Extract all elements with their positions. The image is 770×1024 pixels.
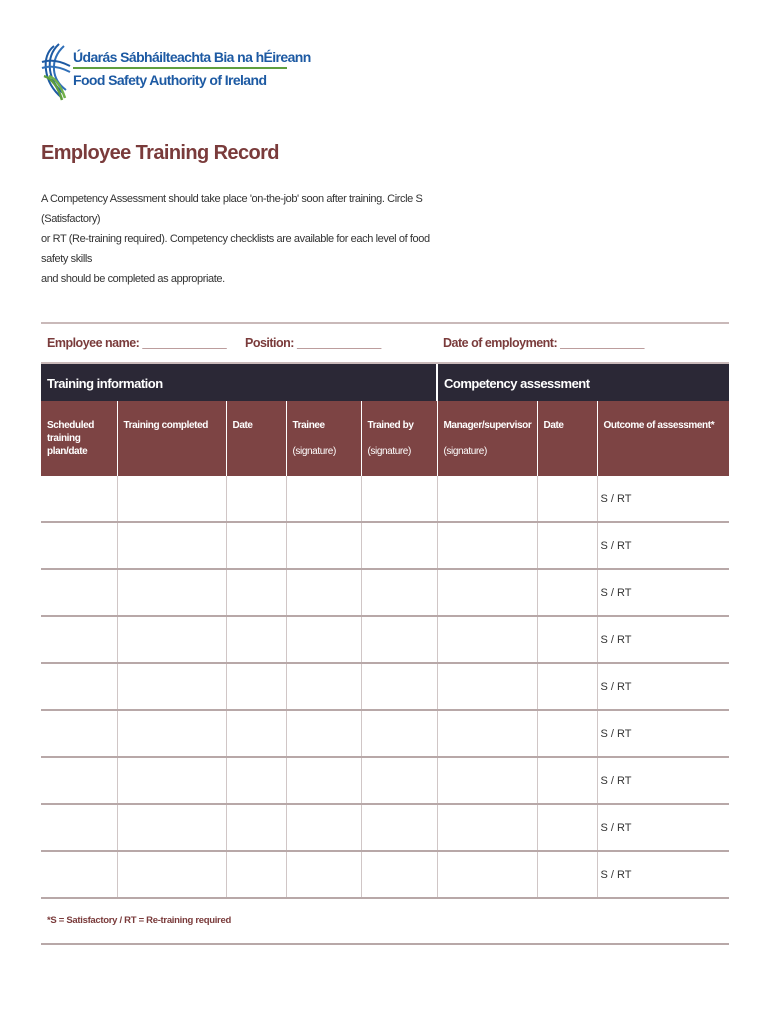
col-assessment-date <box>537 401 597 476</box>
blank-entry-cell[interactable] <box>226 616 286 663</box>
blank-entry-cell[interactable] <box>537 569 597 616</box>
blank-entry-cell[interactable] <box>41 569 117 616</box>
col-scheduled-training <box>41 401 117 476</box>
table-row <box>41 804 729 851</box>
blank-entry-cell[interactable] <box>286 616 361 663</box>
outcome-cell[interactable]: S / RT <box>597 522 729 569</box>
blank-entry-cell[interactable] <box>286 569 361 616</box>
blank-entry-cell[interactable] <box>41 851 117 898</box>
blank-entry-cell[interactable] <box>437 616 537 663</box>
table-row <box>41 663 729 710</box>
blank-entry-cell[interactable] <box>537 476 597 522</box>
column-label: Manager/supervisor <box>443 420 532 431</box>
training-table <box>41 401 729 899</box>
employee-details-bar <box>41 322 729 364</box>
blank-entry-cell[interactable] <box>117 522 226 569</box>
blank-entry-cell[interactable] <box>226 569 286 616</box>
blank-entry-cell[interactable] <box>286 757 361 804</box>
column-label: Trainee <box>292 420 325 431</box>
blank-entry-cell[interactable] <box>361 616 437 663</box>
outcome-cell[interactable]: S / RT <box>597 476 729 522</box>
blank-entry-cell[interactable] <box>117 663 226 710</box>
blank-entry-cell[interactable] <box>361 804 437 851</box>
outcome-cell[interactable]: S / RT <box>597 804 729 851</box>
blank-entry-cell[interactable] <box>226 851 286 898</box>
col-trainee <box>286 401 361 476</box>
blank-entry-cell[interactable] <box>117 757 226 804</box>
section-divider <box>436 364 438 401</box>
blank-entry-cell[interactable] <box>537 616 597 663</box>
column-label: Training completed <box>123 420 208 431</box>
training-information-heading: Training information <box>47 376 163 391</box>
table-row <box>41 476 729 522</box>
employee-name-field[interactable]: Employee name: _____________ <box>47 336 227 350</box>
blank-entry-cell[interactable] <box>361 522 437 569</box>
blank-entry-cell[interactable] <box>41 522 117 569</box>
column-sublabel: (signature) <box>292 446 336 457</box>
blank-entry-cell[interactable] <box>226 757 286 804</box>
intro-line: or RT (Re-training required). Competency checklists are available for each level of food safety skills <box>41 233 430 265</box>
fsai-logo-mark-icon <box>40 40 74 102</box>
intro-paragraph <box>41 189 441 289</box>
col-training-completed <box>117 401 226 476</box>
blank-entry-cell[interactable] <box>286 663 361 710</box>
table-row <box>41 851 729 898</box>
intro-line: A Competency Assessment should take place 'on-the-job' soon after training. Circle S (Satisfactory) <box>41 193 423 225</box>
table-row <box>41 522 729 569</box>
blank-entry-cell[interactable] <box>361 757 437 804</box>
blank-entry-cell[interactable] <box>537 710 597 757</box>
blank-entry-cell[interactable] <box>361 851 437 898</box>
intro-line: and should be completed as appropriate. <box>41 273 225 285</box>
blank-entry-cell[interactable] <box>226 476 286 522</box>
blank-entry-cell[interactable] <box>286 710 361 757</box>
blank-entry-cell[interactable] <box>117 616 226 663</box>
blank-entry-cell[interactable] <box>286 804 361 851</box>
blank-entry-cell[interactable] <box>437 476 537 522</box>
blank-entry-cell[interactable] <box>226 522 286 569</box>
blank-entry-cell[interactable] <box>537 757 597 804</box>
column-label: Trained by <box>367 420 414 431</box>
col-date <box>226 401 286 476</box>
blank-entry-cell[interactable] <box>537 804 597 851</box>
table-row <box>41 710 729 757</box>
outcome-cell[interactable]: S / RT <box>597 757 729 804</box>
blank-entry-cell[interactable] <box>117 476 226 522</box>
blank-entry-cell[interactable] <box>117 710 226 757</box>
column-header-row <box>41 401 729 476</box>
blank-entry-cell[interactable] <box>286 851 361 898</box>
section-header-bar <box>41 364 729 401</box>
blank-entry-cell[interactable] <box>537 663 597 710</box>
table-body <box>41 476 729 898</box>
position-field[interactable]: Position: _____________ <box>245 336 381 350</box>
col-outcome <box>597 401 729 476</box>
blank-entry-cell[interactable] <box>361 476 437 522</box>
blank-entry-cell[interactable] <box>41 710 117 757</box>
table-row <box>41 616 729 663</box>
competency-assessment-heading: Competency assessment <box>444 376 590 391</box>
blank-entry-cell[interactable] <box>286 522 361 569</box>
blank-entry-cell[interactable] <box>537 522 597 569</box>
blank-entry-cell[interactable] <box>226 663 286 710</box>
blank-entry-cell[interactable] <box>41 663 117 710</box>
column-sublabel: (signature) <box>367 446 411 457</box>
blank-entry-cell[interactable] <box>41 757 117 804</box>
outcome-cell[interactable]: S / RT <box>597 616 729 663</box>
blank-entry-cell[interactable] <box>361 569 437 616</box>
blank-entry-cell[interactable] <box>437 569 537 616</box>
blank-entry-cell[interactable] <box>437 804 537 851</box>
blank-entry-cell[interactable] <box>361 710 437 757</box>
logo-irish-name: Údarás Sábháilteachta Bia na hÉireann <box>73 49 311 65</box>
page-title: Employee Training Record <box>41 142 279 164</box>
blank-entry-cell[interactable] <box>226 710 286 757</box>
outcome-cell[interactable]: S / RT <box>597 663 729 710</box>
blank-entry-cell[interactable] <box>437 851 537 898</box>
blank-entry-cell[interactable] <box>41 476 117 522</box>
table-row <box>41 757 729 804</box>
training-record-form <box>41 322 729 945</box>
footnote: *S = Satisfactory / RT = Re-training required <box>41 899 729 945</box>
blank-entry-cell[interactable] <box>117 569 226 616</box>
blank-entry-cell[interactable] <box>286 476 361 522</box>
outcome-cell[interactable]: S / RT <box>597 851 729 898</box>
blank-entry-cell[interactable] <box>437 710 537 757</box>
blank-entry-cell[interactable] <box>117 804 226 851</box>
outcome-cell[interactable]: S / RT <box>597 710 729 757</box>
blank-entry-cell[interactable] <box>437 757 537 804</box>
column-sublabel: (signature) <box>443 446 487 457</box>
blank-entry-cell[interactable] <box>437 522 537 569</box>
col-manager-supervisor <box>437 401 537 476</box>
date-of-employment-field[interactable]: Date of employment: _____________ <box>443 336 644 350</box>
blank-entry-cell[interactable] <box>41 804 117 851</box>
blank-entry-cell[interactable] <box>361 663 437 710</box>
blank-entry-cell[interactable] <box>226 804 286 851</box>
blank-entry-cell[interactable] <box>41 616 117 663</box>
column-label: Outcome of assessment* <box>603 420 715 431</box>
logo-english-name: Food Safety Authority of Ireland <box>73 72 267 88</box>
blank-entry-cell[interactable] <box>437 663 537 710</box>
outcome-cell[interactable]: S / RT <box>597 569 729 616</box>
blank-entry-cell[interactable] <box>537 851 597 898</box>
logo-divider <box>73 67 287 69</box>
column-label: Scheduled training plan/date <box>47 420 94 457</box>
col-trained-by <box>361 401 437 476</box>
table-row <box>41 569 729 616</box>
blank-entry-cell[interactable] <box>117 851 226 898</box>
fsai-logo <box>40 40 311 104</box>
column-label: Date <box>232 420 253 431</box>
column-label: Date <box>543 420 564 431</box>
